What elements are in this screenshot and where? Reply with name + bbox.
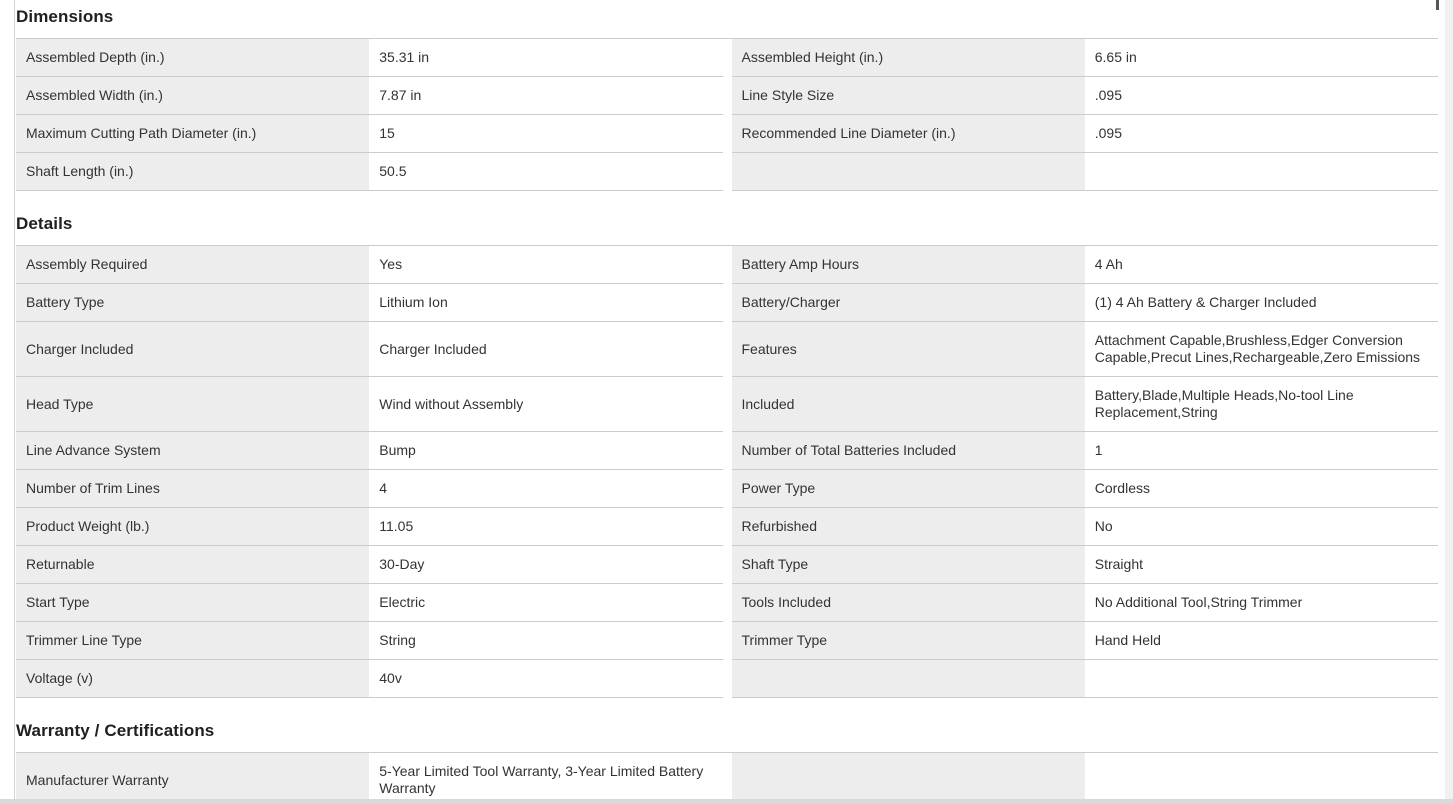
spec-row (16, 753, 723, 804)
spec-label: Returnable (16, 546, 369, 583)
spec-row (16, 39, 723, 77)
spec-label: Number of Total Batteries Included (732, 432, 1085, 469)
spec-label: Start Type (16, 584, 369, 621)
spec-table (16, 752, 1438, 804)
spec-value: 7.87 in (369, 77, 722, 114)
spec-label: Features (732, 322, 1085, 376)
spec-label: Charger Included (16, 322, 369, 376)
bottom-edge-bar (0, 799, 1453, 804)
spec-label: Recommended Line Diameter (in.) (732, 115, 1085, 152)
spec-row (16, 432, 723, 470)
spec-row (16, 508, 723, 546)
spec-value: .095 (1085, 77, 1438, 114)
spec-value: Straight (1085, 546, 1438, 583)
spec-row (16, 115, 723, 153)
spec-value: 11.05 (369, 508, 722, 545)
spec-label: Assembled Width (in.) (16, 77, 369, 114)
spec-row (732, 508, 1439, 546)
spec-label (732, 153, 1085, 190)
spec-row (16, 284, 723, 322)
spec-value: No (1085, 508, 1438, 545)
spec-row (732, 153, 1439, 191)
spec-label: Refurbished (732, 508, 1085, 545)
spec-label: Shaft Length (in.) (16, 153, 369, 190)
spec-value (1085, 660, 1438, 697)
spec-label: Tools Included (732, 584, 1085, 621)
spec-value: Lithium Ion (369, 284, 722, 321)
spec-label: Line Advance System (16, 432, 369, 469)
spec-value: (1) 4 Ah Battery & Charger Included (1085, 284, 1438, 321)
spec-label: Voltage (v) (16, 660, 369, 697)
spec-label: Trimmer Type (732, 622, 1085, 659)
spec-value: Wind without Assembly (369, 377, 722, 431)
spec-row (732, 39, 1439, 77)
spec-value (1085, 753, 1438, 804)
spec-label: Assembly Required (16, 246, 369, 283)
spec-value: 30-Day (369, 546, 722, 583)
spec-value: Electric (369, 584, 722, 621)
spec-row (16, 622, 723, 660)
spec-value: 15 (369, 115, 722, 152)
spec-section (16, 213, 1438, 698)
spec-section (16, 6, 1438, 191)
spec-label: Number of Trim Lines (16, 470, 369, 507)
spec-row (732, 246, 1439, 284)
spec-value: Attachment Capable,Brushless,Edger Conversion Capable,Precut Lines,Rechargeable,Zero Emissions (1085, 322, 1438, 376)
section-title: Warranty / Certifications (16, 721, 215, 740)
spec-label: Assembled Height (in.) (732, 39, 1085, 76)
spec-value: .095 (1085, 115, 1438, 152)
spec-row (732, 77, 1439, 115)
spec-value: 40v (369, 660, 722, 697)
spec-value: 1 (1085, 432, 1438, 469)
spec-value: Hand Held (1085, 622, 1438, 659)
spec-value: 5-Year Limited Tool Warranty, 3-Year Limited Battery Warranty (369, 753, 722, 804)
spec-row (732, 546, 1439, 584)
spec-value: 50.5 (369, 153, 722, 190)
spec-value: Bump (369, 432, 722, 469)
spec-value: Yes (369, 246, 722, 283)
spec-table (16, 245, 1438, 698)
spec-row (16, 584, 723, 622)
spec-row (16, 246, 723, 284)
spec-value: 4 Ah (1085, 246, 1438, 283)
spec-label: Assembled Depth (in.) (16, 39, 369, 76)
spec-value: Charger Included (369, 322, 722, 376)
spec-row (732, 115, 1439, 153)
spec-row (16, 470, 723, 508)
spec-row (16, 660, 723, 698)
spec-label (732, 753, 1085, 804)
spec-row (732, 377, 1439, 432)
spec-value: No Additional Tool,String Trimmer (1085, 584, 1438, 621)
spec-value (1085, 153, 1438, 190)
spec-label: Head Type (16, 377, 369, 431)
spec-row (16, 153, 723, 191)
spec-label: Shaft Type (732, 546, 1085, 583)
spec-row (732, 470, 1439, 508)
spec-section (16, 720, 1438, 804)
spec-row (732, 432, 1439, 470)
spec-value: 4 (369, 470, 722, 507)
spec-row (16, 377, 723, 432)
spec-value: Cordless (1085, 470, 1438, 507)
spec-label: Battery Amp Hours (732, 246, 1085, 283)
left-edge-line (14, 0, 15, 804)
spec-label: Battery Type (16, 284, 369, 321)
spec-value: 6.65 in (1085, 39, 1438, 76)
spec-row (732, 622, 1439, 660)
spec-row (732, 584, 1439, 622)
spec-value: Battery,Blade,Multiple Heads,No-tool Line Replacement,String (1085, 377, 1438, 431)
spec-row (732, 284, 1439, 322)
spec-label: Trimmer Line Type (16, 622, 369, 659)
spec-label: Manufacturer Warranty (16, 753, 369, 804)
spec-value: 35.31 in (369, 39, 722, 76)
spec-label: Line Style Size (732, 77, 1085, 114)
spec-label: Maximum Cutting Path Diameter (in.) (16, 115, 369, 152)
spec-label: Power Type (732, 470, 1085, 507)
spec-row (16, 546, 723, 584)
section-title: Dimensions (16, 7, 114, 26)
spec-row (16, 322, 723, 377)
spec-label: Product Weight (lb.) (16, 508, 369, 545)
spec-row (732, 753, 1439, 804)
spec-row (732, 322, 1439, 377)
spec-label (732, 660, 1085, 697)
scrollbar-track[interactable] (1445, 0, 1453, 804)
spec-row (732, 660, 1439, 698)
top-right-border-mark (1436, 0, 1439, 10)
spec-value: String (369, 622, 722, 659)
spec-label: Included (732, 377, 1085, 431)
specifications-content (16, 0, 1438, 804)
spec-table (16, 38, 1438, 191)
section-title: Details (16, 214, 73, 233)
spec-label: Battery/Charger (732, 284, 1085, 321)
spec-row (16, 77, 723, 115)
